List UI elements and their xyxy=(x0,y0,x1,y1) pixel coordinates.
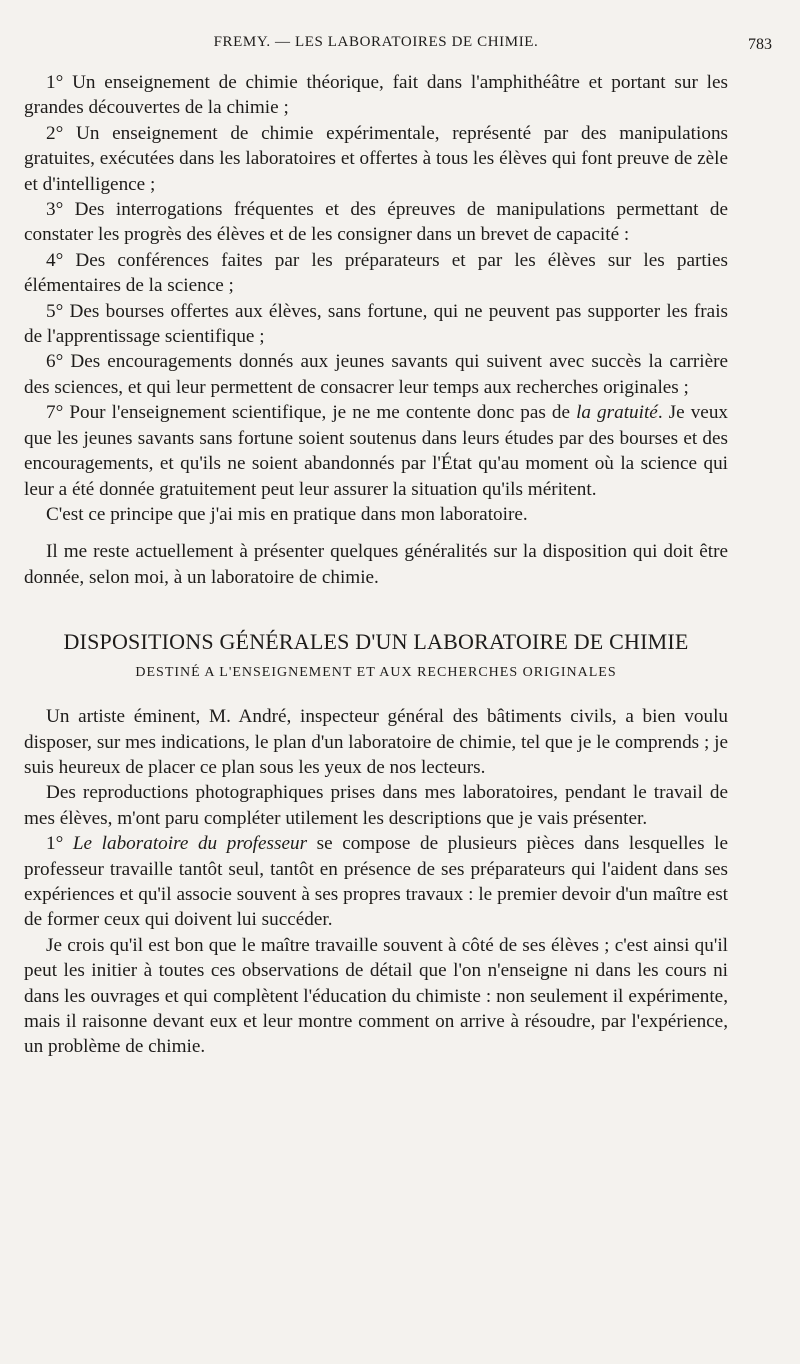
professor-paragraph xyxy=(24,831,728,933)
section-subtitle: DESTINÉ A L'ENSEIGNEMENT ET AUX RECHERCHES ORIGINALES xyxy=(135,665,617,681)
professor-lab-emphasis: Le laboratoire du professeur xyxy=(72,833,308,855)
principle-paragraph: C'est ce principe que j'ai mis en pratique dans mon laboratoire. xyxy=(46,503,528,525)
list-item-3: 3° Des interrogations fréquentes et des épreuves de manipulations permettant de constater les progrès des élèves et de les consigner dans un brevet de capacité : xyxy=(24,199,728,246)
list-item-1: 1° Un enseignement de chimie théorique, fait dans l'amphithéâtre et portant sur les grandes découvertes de la chimie ; xyxy=(24,72,728,119)
list-item-7 xyxy=(24,400,728,502)
list-item-7-rest: . Je veux que les jeunes savants sans fortune soient soutenus dans leurs études par des bourses et des encouragements, et qu'ils ne soient abandonnés par l'État qu'au moment où la science qui leur a été donnée gratuitement peut leur assurer la situation qu'ils méritent. xyxy=(24,402,729,500)
professor-text: se compose de plusieurs pièces dans lesquelles le professeur travaille tantôt seul, tantôt en présence de ses préparateurs qui l'aident dans ses expériences et qu'il associe souvent à ses propres travaux : le premier devoir d'un maître est de former ceux qui doivent lui succéder. xyxy=(24,833,728,931)
page-body xyxy=(24,70,728,1060)
andre-paragraph: Un artiste éminent, M. André, inspecteur général des bâtiments civils, a bien voulu disposer, sur mes indications, le plan d'un laboratoire de chimie, tel que je le comprends ; je suis heureux de placer ce plan sous les yeux de nos lecteurs. xyxy=(24,706,728,778)
page-number: 783 xyxy=(748,36,772,53)
list-item-7-start: 7° Pour l'enseignement scientifique, je ne me contente donc pas de xyxy=(46,402,577,424)
list-item-6: 6° Des encouragements donnés aux jeunes savants qui suivent avec succès la carrière des sciences, et qui leur permettent de consacrer leur temps aux recherches originales ; xyxy=(24,351,728,398)
running-header: FREMY. — LES LABORATOIRES DE CHIMIE. xyxy=(213,34,539,50)
transition-paragraph: Il me reste actuellement à présenter quelques généralités sur la disposition qui doit être donnée, selon moi, à un laboratoire de chimie. xyxy=(24,541,728,588)
professor-number: 1° xyxy=(46,833,73,855)
photos-paragraph: Des reproductions photographiques prises dans mes laboratoires, pendant le travail de mes élèves, m'ont paru compléter utilement les descriptions que je vais présenter. xyxy=(24,782,728,829)
gratuite-emphasis: la gratuité xyxy=(576,402,658,424)
list-item-4: 4° Des conférences faites par les préparateurs et par les élèves sur les parties élémentaires de la science ; xyxy=(24,249,728,297)
list-item-5: 5° Des bourses offertes aux élèves, sans fortune, qui ne peuvent pas supporter les frais de l'apprentissage scientifique ; xyxy=(24,300,728,348)
section-title: DISPOSITIONS GÉNÉRALES D'UN LABORATOIRE DE CHIMIE xyxy=(63,629,689,655)
list-item-2: 2° Un enseignement de chimie expérimentale, représenté par des manipulations gratuites, exécutées dans les laboratoires et offertes à tous les élèves qui font preuve de zèle et d'intelligence ; xyxy=(24,122,728,195)
final-paragraph: Je crois qu'il est bon que le maître travaille souvent à côté de ses élèves ; c'est ainsi qu'il peut les initier à toutes ces observations de détail que l'on n'enseigne ni dans les cours ni dans les ouvrages et qui complètent l'éducation du chimiste : non seulement il expérimente, mais il raisonne devant eux et leur montre comment on arrive à résoudre, par l'expérience, un problème de chimie. xyxy=(24,934,728,1058)
